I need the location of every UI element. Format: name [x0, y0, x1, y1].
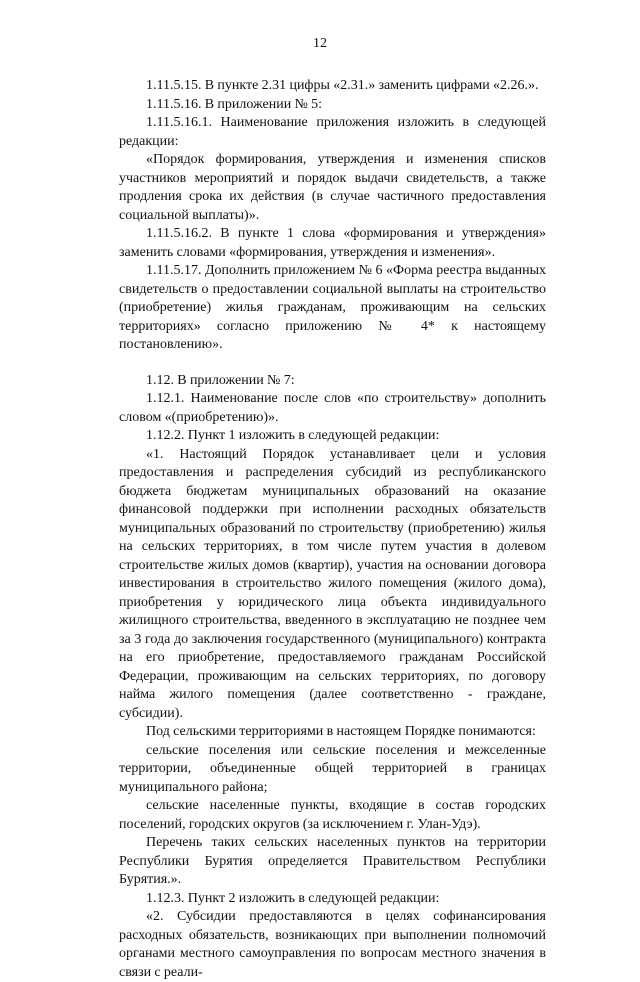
paragraph: Перечень таких сельских населенных пунктов на территории Республики Бурятия определяется Правительством Республики Бурятия.». [119, 835, 546, 887]
paragraph: 1.12.3. Пункт 2 изложить в следующей редакции: [146, 890, 440, 906]
paragraph: 1.12.2. Пункт 1 изложить в следующей редакции: [146, 428, 440, 443]
paragraph: сельские поселения или сельские поселения и межселенные территории, объединенные общей территорией в границах муниципального района; [119, 742, 546, 795]
paragraph: 1.11.5.16.2. В пункте 1 слова «формирования и утверждения» заменить словами «формирования, утверждения и изменения». [119, 226, 546, 260]
paragraph: сельские населенные пункты, входящие в состав городских поселений, городских округов (за исключением г. Улан-Удэ). [119, 798, 546, 832]
paragraph: 1.11.5.15. В пункте 2.31 цифры «2.31.» заменить цифрами «2.26.». [146, 78, 539, 93]
paragraph: 1.11.5.16.1. Наименование приложения изложить в следующей редакции: [119, 115, 546, 149]
paragraph: «1. Настоящий Порядок устанавливает цели и условия предоставления и распределения субсидий из республиканского бюджета бюджетам муниципальных образований на оказание финансовой поддержки при исполнении расходных обязательств муниципальных образований по строительству (приобретению) жилья на сельских территориях, в том числе путем участия в долевом строительстве жилых домов (квартир), участия на основании договора инвестирования в строительство жилого помещения (жилого дома), приобретения у юридического лица объекта индивидуального жилищного строительства, введенного в эксплуатацию не позднее чем за 3 года до заключения государственного (муниципального) контракта на его приобретение, предоставляемого гражданам Российской Федерации, проживающим на сельских территориях, по договору найма жилого помещения (далее соответственно - граждане, субсидии). [119, 446, 546, 721]
page-number: 12 [313, 36, 327, 51]
paragraph: Под сельскими территориями в настоящем Порядке понимаются: [146, 724, 536, 739]
paragraph: «2. Субсидии предоставляются в целях софинансирования расходных обязательств, возникающих при выполнении полномочий органами местного самоуправления по вопросам местного значения в связи с реали- [119, 909, 546, 980]
paragraph: 1.12.1. Наименование после слов «по строительству» дополнить словом «(приобретению)». [119, 391, 546, 425]
document-body [119, 77, 546, 982]
paragraph: 1.11.5.16. В приложении № 5: [146, 96, 323, 112]
paragraph: 1.12. В приложении № 7: [146, 372, 295, 388]
paragraph: «Порядок формирования, утверждения и изменения списков участников мероприятий и порядок выдачи свидетельств, а также продления срока их действия (в случае частичного предоставления социальной выплаты)». [119, 152, 546, 223]
paragraph: 1.11.5.17. Дополнить приложением № 6 «Форма реестра выданных свидетельств о предоставлении социальной выплаты на строительство (приобретение) жилья гражданам, проживающим на сельских территориях» согласно приложению № 4* к настоящему постановлению». [119, 263, 546, 352]
